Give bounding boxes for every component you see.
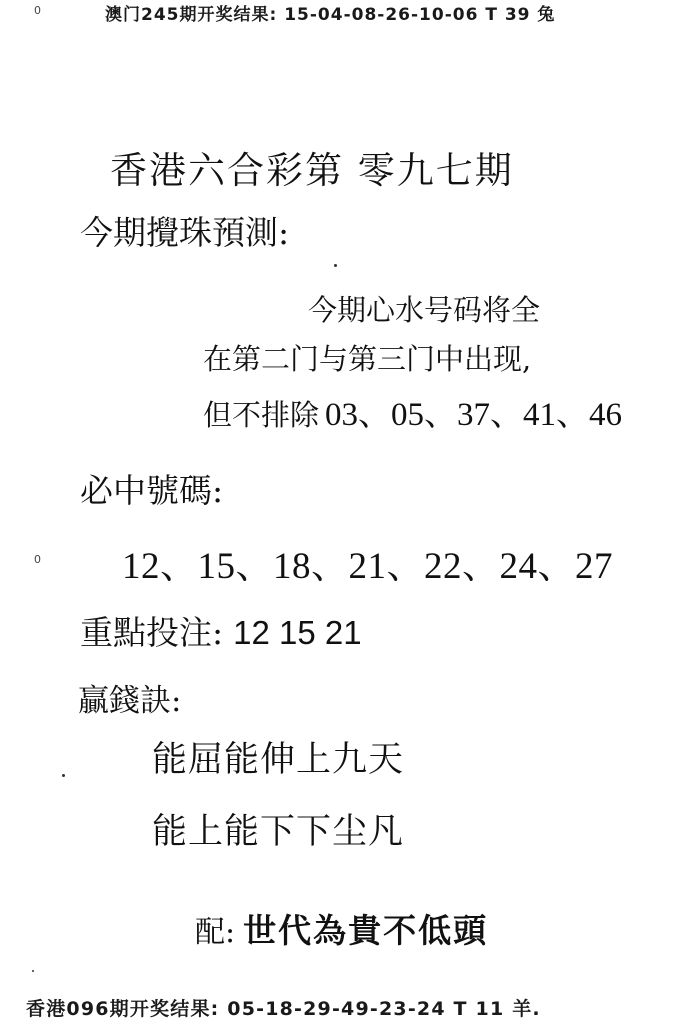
must-hit-numbers: 12、15、18、21、22、24、27 xyxy=(122,546,613,587)
scan-speck xyxy=(62,774,65,777)
focus-bet-numbers: 12 15 21 xyxy=(233,614,362,651)
signature-line xyxy=(195,905,488,952)
focus-bet-line xyxy=(80,607,362,654)
margin-mark-middle: 0 xyxy=(34,553,41,566)
prediction-line-1: 今期心水号码将全 xyxy=(308,293,541,327)
prediction-line-2: 在第二门与第三门中出现, xyxy=(203,342,532,376)
signature-text: 世代為貴不低頭 xyxy=(243,911,489,950)
scan-speck xyxy=(32,970,34,972)
margin-mark-top: 0 xyxy=(34,4,41,17)
scan-speck xyxy=(334,264,337,267)
prediction-line-3-prefix: 但不排除 xyxy=(203,398,320,432)
excluded-numbers: 03、05、37、41、46 xyxy=(325,397,623,433)
winning-tip-heading: 贏錢訣: xyxy=(78,683,182,719)
hk-result-footer: 香港096期开奖结果: 05-18-29-49-23-24 T 11 羊. xyxy=(26,998,541,1020)
prediction-line-3 xyxy=(203,388,622,435)
verse-line-1: 能屈能伸上九天 xyxy=(152,740,405,780)
must-hit-heading: 必中號碼: xyxy=(80,471,224,510)
prediction-heading: 今期攪珠預測: xyxy=(80,213,290,252)
focus-bet-label: 重點投注: xyxy=(80,613,224,652)
verse-line-2: 能上能下下尘凡 xyxy=(152,812,405,852)
signature-label: 配: xyxy=(195,915,236,950)
macau-result-header: 澳门245期开奖结果: 15-04-08-26-10-06 T 39 兔 xyxy=(105,5,556,25)
page-title: 香港六合彩第 零九七期 xyxy=(110,149,514,192)
